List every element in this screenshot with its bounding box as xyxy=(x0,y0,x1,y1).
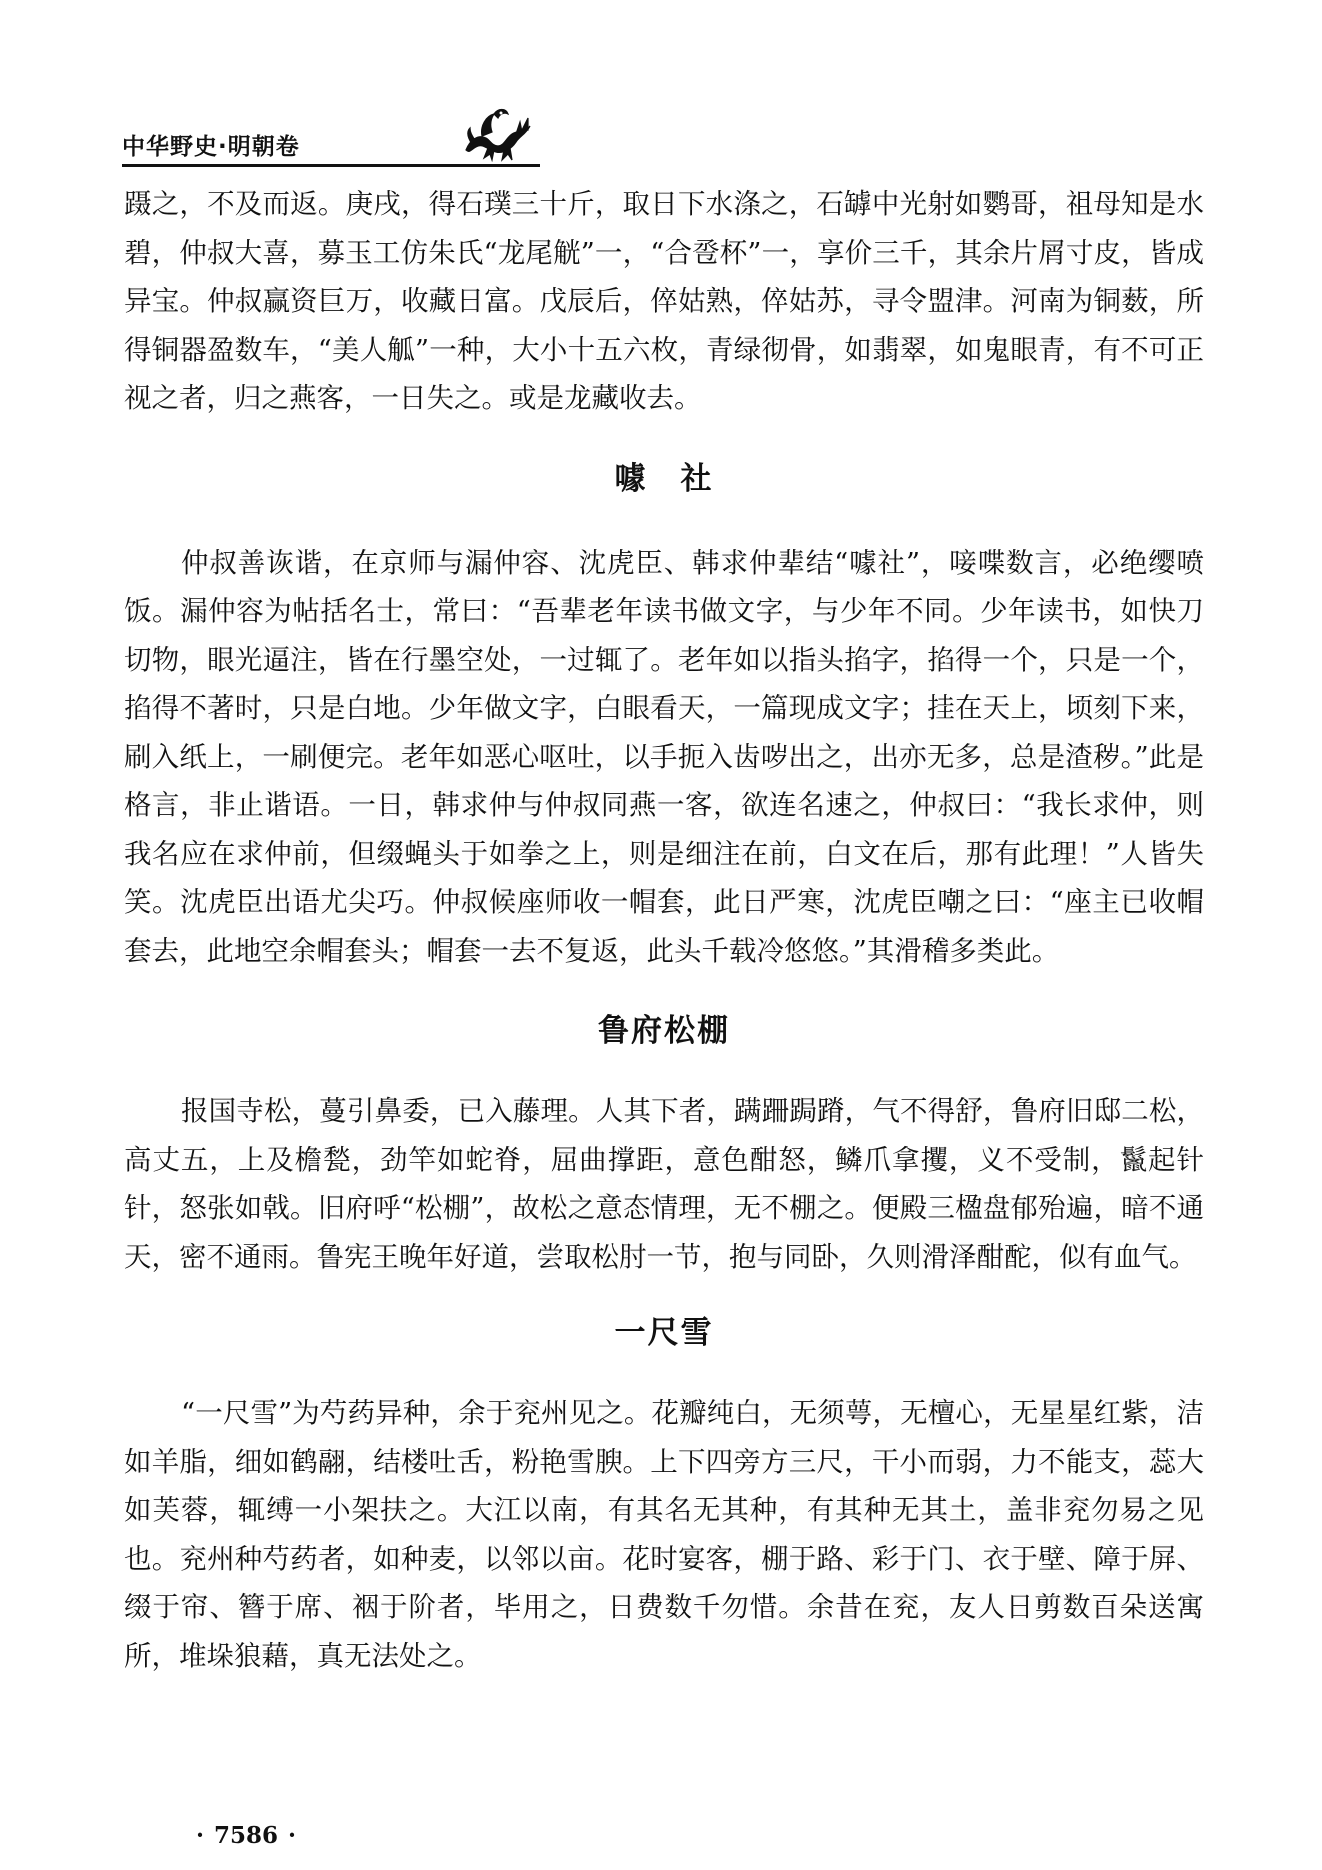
section-4-text: “一尺雪”为芍药异种，余于兖州见之。花瓣纯白，无须萼，无檀心，无星星红紫，洁如羊脂，细如鹤翮，结楼吐舌，粉艳雪腴。上下四旁方三尺，干小而弱，力不能支，蕊大如芙蓉，辄缚一小架扶之。大江以南，有其名无其种，有其种无其土，盖非兖勿易之见也。兖州种芍药者，如种麦，以邻以亩。花时宴客，棚于路、彩于门、衣于壁、障于屏、缀于帘、簪于席、裀于阶者，毕用之，日费数千勿惜。余昔在兖，友人日剪数百朵送寓所，堆垛狼藉，真无法处之。 xyxy=(124,1397,1204,1672)
spacer xyxy=(124,975,1204,1011)
spacer xyxy=(124,423,1204,459)
footer-dot: · xyxy=(288,1822,297,1849)
section-title-lufu-songpeng: 鲁府松棚 xyxy=(598,1013,730,1049)
spacer xyxy=(124,1281,1204,1313)
dragon-emblem-icon xyxy=(460,104,536,162)
section-title-xueshe: 噱 社 xyxy=(614,460,714,497)
section-2-text: 仲叔善诙谐，在京师与漏仲容、沈虎臣、韩求仲辈结“噱社”，唼喋数言，必绝缨喷饭。漏仲容为帖括名士，常曰：“吾辈老年读书做文字，与少年不同。少年读书，如快刀切物，眼光逼注，皆在行墨空处，一过辄了。老年如以指头掐字，掐得一个，只是一个，掐得不著时，只是白地。少年做文字，白眼看天，一篇现成文字；挂在天上，顷刻下来，刷入纸上，一刷便完。老年如恶心呕吐，以手扼入齿哕出之，出亦无多，总是渣秽。”此是格言，非止谐语。一日，韩求仲与仲叔同燕一客，欲连名速之，仲叔曰：“我长求仲，则我名应在求仲前，但缀蝇头于如拳之上，则是细注在前，白文在后，那有此理！”人皆失笑。沈虎臣出语尤尖巧。仲叔候座师收一帽套，此日严寒，沈虎臣嘲之曰：“座主已收帽套去，此地空余帽套头；帽套一去不复返，此头千载冷悠悠。”其滑稽多类此。 xyxy=(124,546,1204,967)
spacer xyxy=(124,1051,1204,1087)
page-header xyxy=(122,104,542,170)
running-head: 中华野史·明朝卷 xyxy=(122,134,300,160)
section-1-text: 蹑之，不及而返。庚戌，得石璞三十斤，取日下水涤之，石罅中光射如鹦哥，祖母知是水碧，仲叔大喜，募玉工仿朱氏“龙尾觥”一，“合卺杯”一，享价三千，其余片屑寸皮，皆成异宝。仲叔赢资巨万，收藏日富。戊辰后，倅姑熟，倅姑苏，寻令盟津。河南为铜薮，所得铜器盈数车，“美人觚”一种，大小十五六枚，青绿彻骨，如翡翠，如鬼眼青，有不可正视之者，归之燕客，一日失之。或是龙藏收去。 xyxy=(124,188,1204,414)
section-3-text: 报国寺松，蔓引鼻委，已入藤理。人其下者，蹒跚跼蹐，气不得舒，鲁府旧邸二松，高丈五，上及檐甃，劲竿如蛇脊，屈曲撑距，意色酣怒，鳞爪拿攫，义不受制，鬣起针针，怒张如戟。旧府呼“松棚”，故松之意态情理，无不棚之。便殿三楹盘郁殆遍，暗不通天，密不通雨。鲁宪王晚年好道，尝取松肘一节，抱与同卧，久则滑泽酣酡，似有血气。 xyxy=(124,1095,1204,1273)
header-rule xyxy=(122,164,540,167)
page-footer xyxy=(186,1822,306,1849)
page-number: 7586 xyxy=(214,1822,279,1849)
section-title-yichixue: 一尺雪 xyxy=(614,1315,714,1351)
main-content xyxy=(124,180,1204,1680)
spacer xyxy=(124,499,1204,539)
footer-dot: · xyxy=(196,1822,205,1849)
spacer xyxy=(124,1353,1204,1389)
